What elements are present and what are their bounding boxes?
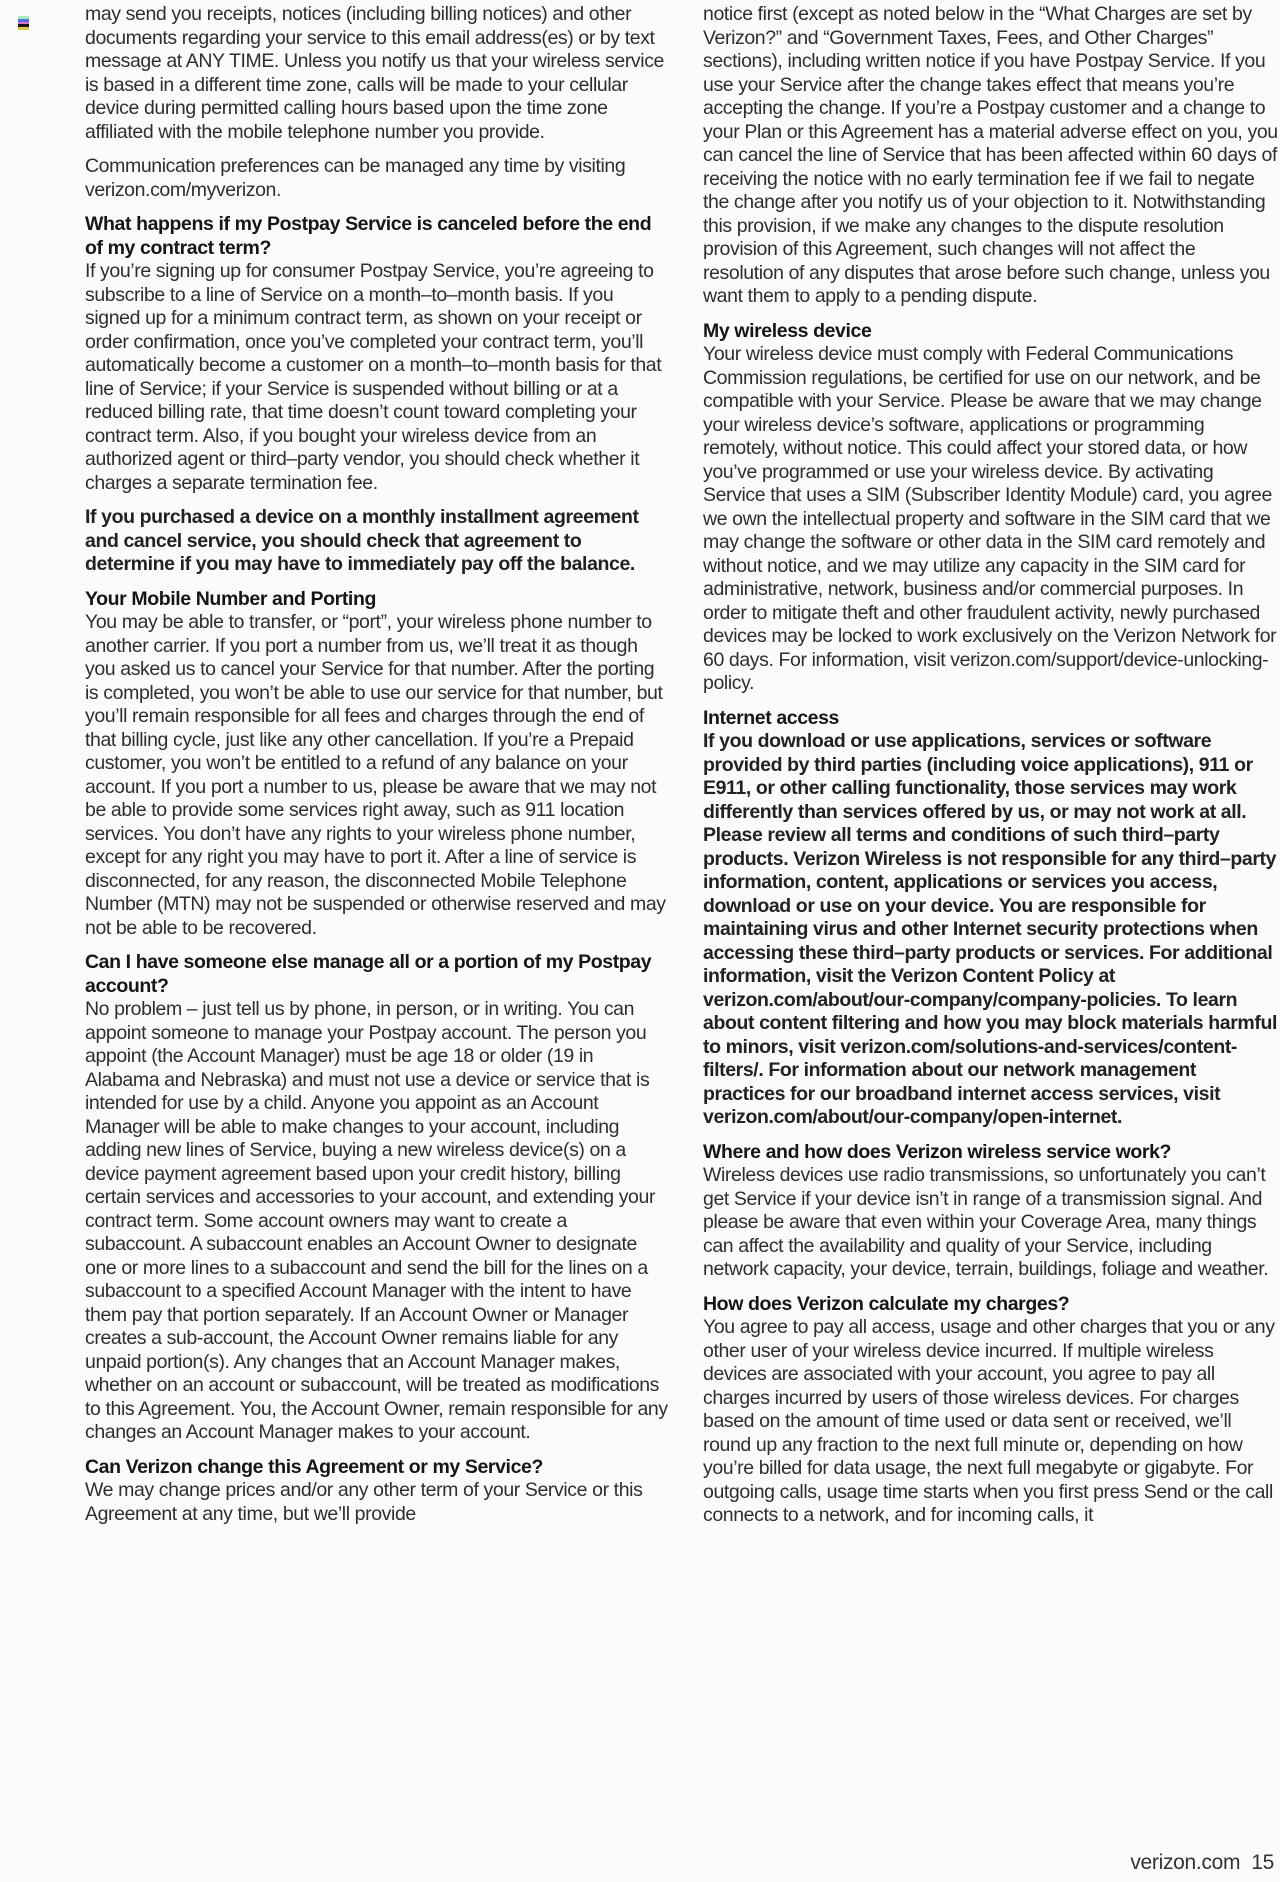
bold-notice-paragraph: If you purchased a device on a monthly installment agreement and cancel service, you should check that agreement to determine if you may have to immediately pay off the balance. bbox=[85, 506, 639, 575]
body-paragraph: If you’re signing up for consumer Postpay Service, you’re agreeing to subscribe to a line of Service on a month–to–month basis. If you signed up for a minimum contract term, as shown on your receipt or order confirmation, once you’ve completed your contract term, you’ll automatically become a customer on a month–to–month basis for that line of Service; if your Service is suspended without billing or at a reduced billing rate, that time doesn’t count toward completing your contract term. Also, if you bought your wireless device from an authorized agent or third–party vendor, you should check whether it charges a separate termination fee. bbox=[85, 260, 662, 494]
right-column bbox=[703, 3, 1279, 1539]
body-paragraph: notice first (except as noted below in the “What Charges are set by Verizon?” and “Government Taxes, Fees, and Other Charges” sections), including written notice if you have Postpay Service. If you use your Service after the change takes effect that means you’re accepting the change. If you’re a Postpay customer and a change to your Plan or this Agreement has a material adverse effect on you, you can cancel the line of Service that has been affected within 60 days of receiving the notice with no early termination fee if we fail to negate the change after you notify us of your objection to it. Notwithstanding this provision, if we make any changes to the dispute resolution provision of this Agreement, such changes will not affect the resolution of any disputes that arose before such change, unless you want them to apply to a pending dispute. bbox=[703, 3, 1278, 307]
footer-site-text: verizon.com bbox=[1130, 1851, 1241, 1874]
body-paragraph: Wireless devices use radio transmissions, so unfortunately you can’t get Service if your device isn’t in range of a transmission signal. And please be aware that even within your Coverage Area, many things can affect the availability and quality of your Service, including network capacity, your device, terrain, buildings, foliage and weather. bbox=[703, 1164, 1269, 1280]
section-heading: Where and how does Verizon wireless service work? bbox=[703, 1140, 1172, 1163]
section-heading: Can Verizon change this Agreement or my Service? bbox=[85, 1455, 543, 1478]
bold-notice-paragraph: If you download or use applications, services or software provided by third parties (including voice applications), 911 or E911, or other calling functionality, those services may work differently than services offered by us, or may not work at all. Please review all terms and conditions of such third–party products. Verizon Wireless is not responsible for any third–party information, content, applications or services you access, download or use on your device. You are responsible for maintaining virus and other Internet security protections when accessing these third–party products or services. For additional information, visit the Verizon Content Policy at verizon.com/about/our-company/company-policies. To learn about content filtering and how you may block materials harmful to minors, visit verizon.com/solutions-and-services/content-filters/. For information about our network management practices for our broadband internet access services, visit verizon.com/about/our-company/open-internet. bbox=[703, 730, 1277, 1128]
section-heading: Your Mobile Number and Porting bbox=[85, 587, 376, 610]
body-paragraph: may send you receipts, notices (including billing notices) and other documents regarding your service to this email address(es) or by text message at ANY TIME. Unless you notify us that your wireless service is based in a different time zone, calls will be made to your cellular device during permitted calling hours based upon the time zone affiliated with the mobile telephone number you provide. bbox=[85, 3, 664, 143]
body-paragraph: No problem – just tell us by phone, in person, or in writing. You can appoint someone to manage your Postpay account. The person you appoint (the Account Manager) must be age 18 or older (19 in Alabama and Nebraska) and must not use a device or service that is intended for use by a child. Anyone you appoint as an Account Manager will be able to make changes to your account, including adding new lines of Service, buying a new wireless device(s) on a device payment agreement based upon your credit history, billing certain services and accessories to your account, and extending your contract term. Some account owners may want to create a subaccount. A subaccount enables an Account Owner to designate one or more lines to a subaccount and send the bill for the lines on a subaccount to a specified Account Manager with the intent to have them pay that portion separately. If an Account Owner or Manager creates a sub-account, the Account Owner remains liable for any unpaid portion(s). Any changes that an Account Manager makes, whether on an account or subaccount, will be treated as modifications to this Agreement. You, the Account Owner, remain responsible for any changes an Account Manager makes to your account. bbox=[85, 998, 668, 1443]
body-paragraph: You may be able to transfer, or “port”, your wireless phone number to another carrier. If you port a number from us, we’ll treat it as though you asked us to cancel your Service for that number. After the porting is completed, you won’t be able to use our service for that number, but you’ll remain responsible for all fees and charges through the end of that billing cycle, just like any other cancellation. If you’re a Prepaid customer, you won’t be entitled to a refund of any balance on your account. If you port a number to us, please be aware that we may not be able to provide some services right away, such as 911 location services. You don’t have any rights to your wireless phone number, except for any right you may have to port it. After a line of service is disconnected, for any reason, the disconnected Mobile Telephone Number (MTN) may not be suspended or otherwise reserved and may not be able to be recovered. bbox=[85, 611, 666, 939]
color-registration-mark bbox=[18, 16, 29, 30]
page-footer bbox=[1130, 1851, 1274, 1875]
body-paragraph: We may change prices and/or any other term of your Service or this Agreement at any time, but we’ll provide bbox=[85, 1479, 643, 1525]
body-paragraph: Your wireless device must comply with Federal Communications Commission regulations, be certified for use on our network, and be compatible with your Service. Please be aware that we may change your wireless device’s software, applications or programming remotely, without notice. This could affect your stored data, or how you’ve programmed or use your wireless device. By activating Service that uses a SIM (Subscriber Identity Module) card, you agree we own the intellectual property and software in the SIM card that we may change the software or other data in the SIM card remotely and without notice, and we may utilize any capacity in the SIM card for administrative, network, business and/or commercial purposes. In order to mitigate theft and other fraudulent activity, newly purchased devices may be locked to work exclusively on the Verizon Network for 60 days. For information, visit verizon.com/support/device-unlocking-policy. bbox=[703, 343, 1277, 694]
section-heading: How does Verizon calculate my charges? bbox=[703, 1292, 1070, 1315]
section-heading: My wireless device bbox=[703, 319, 872, 342]
footer-page-number: 15 bbox=[1251, 1851, 1274, 1874]
section-heading: What happens if my Postpay Service is canceled before the end of my contract term? bbox=[85, 213, 652, 259]
section-heading: Internet access bbox=[703, 706, 839, 729]
section-heading: Can I have someone else manage all or a portion of my Postpay account? bbox=[85, 951, 652, 997]
left-column bbox=[85, 3, 669, 1537]
body-paragraph: You agree to pay all access, usage and other charges that you or any other user of your wireless device incurred. If multiple wireless devices are associated with your account, you agree to pay all charges incurred by users of those wireless devices. For charges based on the amount of time used or data sent or received, we’ll round up any fraction to the next full minute or, depending on how you’re billed for data usage, the next full megabyte or gigabyte. For outgoing calls, usage time starts when you first press Send or the call connects to a network, and for incoming calls, it bbox=[703, 1316, 1275, 1526]
body-paragraph: Communication preferences can be managed any time by visiting verizon.com/myverizon. bbox=[85, 155, 626, 201]
